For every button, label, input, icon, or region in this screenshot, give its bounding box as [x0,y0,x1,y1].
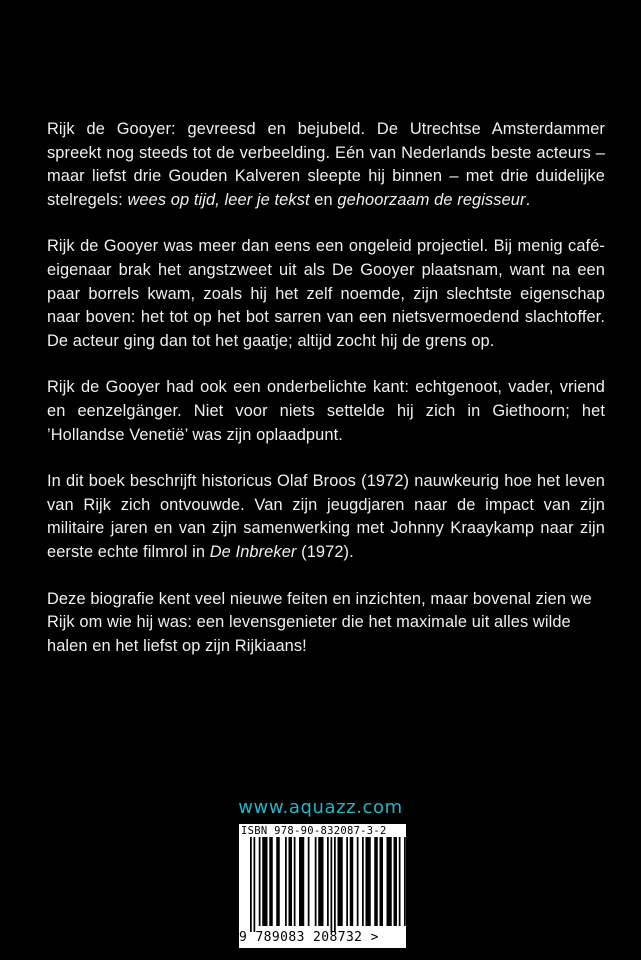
barcode-bar [294,837,296,926]
barcode-bar [327,837,329,926]
barcode-bar [366,837,371,926]
blurb-paragraph-2 [47,235,605,353]
barcode-bars [239,837,406,932]
publisher-website[interactable]: www.aquazz.com [238,797,403,818]
barcode-bar [254,837,256,932]
barcode-bar [404,837,406,926]
barcode-bar [387,837,392,926]
barcode-bar [285,837,287,926]
blurb-paragraph-1 [47,118,605,212]
text-run: en [309,190,338,209]
barcode-bar [318,837,323,926]
italic-text-run: De Inbreker [209,542,297,561]
barcode-digits: 9 789083 208732 > [239,930,379,945]
barcode-bar [374,837,378,926]
italic-text-run: wees op tijd, leer je tekst [127,190,310,209]
back-cover-blurb [47,118,605,681]
text-run: Rijk de Gooyer: gevreesd en bejubeld. De Utrechtse Amsterdammer spreekt nog steeds tot de verbeelding. Eén van Nederlands beste acteurs – maar liefst drie Gouden Kalveren sleepte hij binnen – met drie duidelijke stelregels: [47,120,605,209]
text-run: Rijk de Gooyer was meer dan eens een ongeleid projectiel. Bij menig café-eigenaar brak het angstzweet uit als De Gooyer plaatsnam, want na een paar borrels kwam, zoals hij het zelf noemde, zijn slechtste eigenschap naar boven: het tot op het bot sarren van een nietsvermoedend slachtoffer. De acteur ging dan tot het gaatje; altijd zocht hij de grens op. [47,237,605,350]
barcode-bar [269,837,273,926]
barcode-bar [308,837,310,926]
barcode-bar [357,837,359,926]
text-run: In dit boek beschrijft historicus Olaf Broos (1972) nauwkeurig hoe het leven van Rijk zich ontvouwde. Van zijn jeugdjaren naar de impact van zijn militaire jaren en van zijn samenwerking met Johnny Kraaykamp naar zijn eerste echte filmrol in [47,472,605,561]
text-run: (1972). [296,542,354,561]
text-run: Rijk de Gooyer had ook een onderbelichte kant: echtgenoot, vader, vriend en eenzelgänger. Niet voor niets settelde hij zich in Giethoorn; het ’Hollandse Venetië’ was zijn oplaadpunt. [47,378,605,444]
barcode-bar [350,837,354,926]
barcode-bar [394,837,398,926]
italic-text-run: gehoorzaam de regisseur [337,190,526,209]
barcode-bar [299,837,304,926]
barcode-bar [331,837,333,932]
isbn-barcode [239,824,406,948]
text-run: Deze biografie kent veel nieuwe feiten en inzichten, maar bovenal zien we Rijk om wie hij was: een levensgenieter die het maximale uit alles wilde halen en het liefst op zijn Rijkiaans! [47,589,592,655]
barcode-bar [259,837,261,926]
barcode-bar [276,837,280,926]
barcode-bar [380,837,384,926]
barcode-bar [338,837,343,926]
blurb-paragraph-4 [47,470,605,564]
barcode-bar [334,837,336,932]
barcode-bar [346,837,348,926]
barcode-bar [315,837,317,926]
barcode-bar [250,837,252,932]
barcode-bar [262,837,267,926]
blurb-paragraph-5 [47,588,605,659]
text-run: . [525,190,531,209]
barcode-bar [362,837,364,926]
barcode-bar [399,837,401,926]
isbn-label: ISBN 978-90-832087-3-2 [241,825,387,837]
blurb-paragraph-3 [47,376,605,447]
barcode-bar [289,837,293,926]
